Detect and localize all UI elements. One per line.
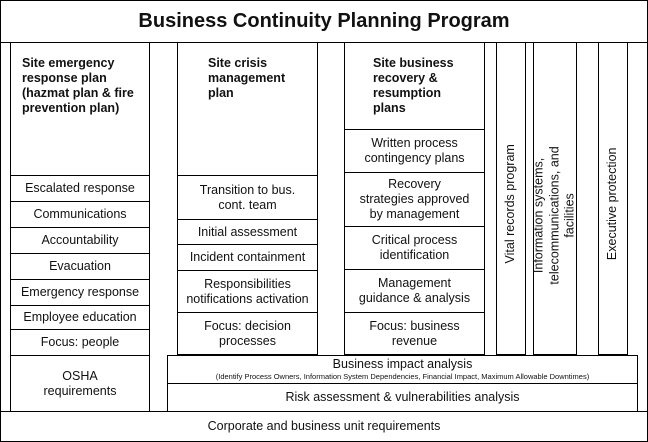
list-item: Accountability (10, 227, 150, 254)
column-crisis-header: Site crisis management plan (208, 56, 286, 100)
list-item (177, 175, 318, 220)
list-item: Communications (10, 201, 150, 228)
column-emergency-header: Site emergency response plan (hazmat plan & fire prevention plan) (22, 56, 134, 115)
corporate-requirements: Corporate and business unit requirements (0, 411, 648, 442)
list-item: Escalated response (10, 175, 150, 202)
list-item (344, 312, 485, 355)
list-item: Focus: people (10, 329, 150, 356)
list-item-label: Critical process identification (371, 233, 458, 262)
diagram-title: Business Continuity Planning Program (0, 0, 648, 43)
list-item-label: Responsibilities notifications activation (186, 276, 309, 306)
list-item-label: Focus: business revenue (369, 318, 460, 348)
information-systems-label (532, 125, 579, 305)
list-item: Initial assessment (177, 219, 318, 245)
list-item-label: Transition to bus. cont. team (199, 182, 296, 212)
executive-protection-label: Executive protection (605, 147, 620, 261)
list-item-label: Written process contingency plans (364, 136, 465, 165)
list-item: Emergency response (10, 279, 150, 306)
osha-requirements (10, 355, 150, 412)
list-item (344, 269, 485, 313)
vital-records-label: Vital records program (503, 144, 518, 264)
list-item-label: Management guidance & analysis (358, 276, 471, 305)
list-item: Incident containment (177, 244, 318, 271)
osha-label: OSHA requirements (43, 368, 117, 398)
list-item: Evacuation (10, 253, 150, 280)
list-item-label: Recovery strategies approved by management (359, 177, 470, 221)
list-item (344, 129, 485, 173)
list-item: Employee education (10, 305, 150, 330)
information-systems-text: Information systems, telecommunications, and facilities (531, 146, 577, 285)
list-item (177, 312, 318, 355)
list-item-label: Focus: decision processes (204, 318, 291, 348)
business-impact-analysis (167, 355, 638, 384)
business-impact-title: Business impact analysis (332, 357, 473, 372)
risk-assessment: Risk assessment & vulnerabilities analysis (167, 383, 638, 412)
column-recovery-header: Site business recovery & resumption plans (373, 56, 454, 115)
list-item (177, 270, 318, 313)
list-item (344, 172, 485, 227)
list-item (344, 226, 485, 270)
business-impact-subtitle: (Identify Process Owners, Information System Dependencies, Financial Impact, Maximum Allowable Downtimes) (215, 371, 590, 381)
